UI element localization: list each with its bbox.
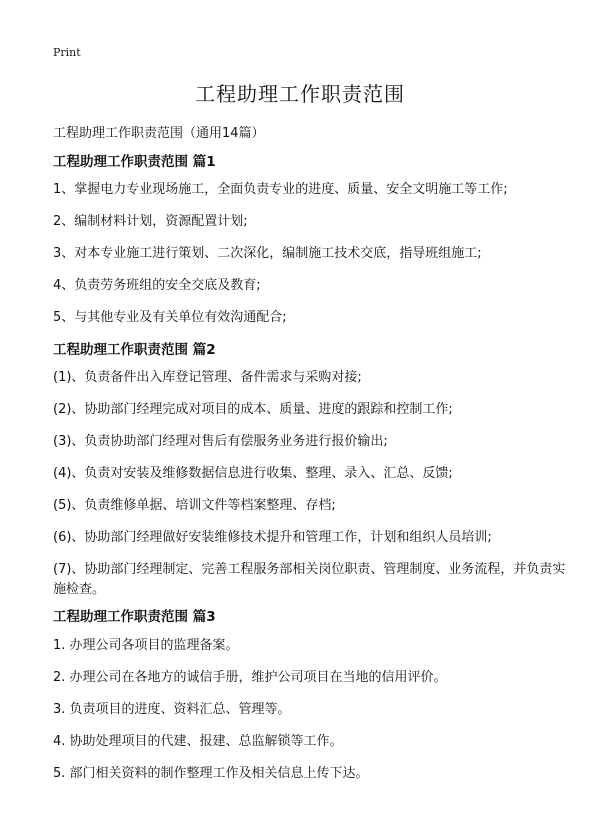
list-item: (1)、负责备件出入库登记管理、备件需求与采购对接;	[53, 370, 362, 385]
section-1	[53, 150, 553, 170]
section-2	[53, 338, 553, 358]
list-item: 2、编制材料计划，资源配置计划;	[53, 214, 248, 229]
list-item: (5)、负责维修单据、培训文件等档案整理、存档;	[53, 498, 336, 513]
section-heading: 工程助理工作职责范围 篇3	[53, 609, 216, 625]
document-subtitle: 工程助理工作职责范围（通用14篇）	[53, 126, 265, 141]
print-link[interactable]: Print	[53, 46, 81, 59]
list-item: 5. 部门相关资料的制作整理工作及相关信息上传下达。	[53, 766, 369, 781]
list-item: (4)、负责对安装及维修数据信息进行收集、整理、录入、汇总、反馈;	[53, 466, 453, 481]
list-item: 3. 负责项目的进度、资料汇总、管理等。	[53, 702, 291, 717]
list-item: (2)、协助部门经理完成对项目的成本、质量、进度的跟踪和控制工作;	[53, 402, 453, 417]
section-heading: 工程助理工作职责范围 篇1	[53, 154, 216, 170]
section-heading: 工程助理工作职责范围 篇2	[53, 342, 216, 358]
list-item: 4. 协助处理项目的代建、报建、总监解锁等工作。	[53, 734, 343, 749]
list-item: (3)、负责协助部门经理对售后有偿服务业务进行报价输出;	[53, 434, 388, 449]
list-item: (6)、协助部门经理做好安装维修技术提升和管理工作，计划和组织人员培训;	[53, 530, 492, 545]
list-item: 3、对本专业施工进行策划、二次深化，编制施工技术交底，指导班组施工;	[53, 246, 482, 261]
list-item: (7)、协助部门经理制定、完善工程服务部相关岗位职责、管理制度、业务流程，并负责实施检查。	[53, 562, 566, 597]
list-item: 1. 办理公司各项目的监理备案。	[53, 638, 239, 653]
list-item: 1、掌握电力专业现场施工，全面负责专业的进度、质量、安全文明施工等工作;	[53, 182, 508, 197]
document-title: 工程助理工作职责范围	[195, 82, 405, 106]
list-item: 2. 办理公司在各地方的诚信手册，维护公司项目在当地的信用评价。	[53, 670, 447, 685]
list-item: 4、负责劳务班组的安全交底及教育;	[53, 278, 261, 293]
section-3	[53, 605, 553, 625]
list-item: 5、与其他专业及有关单位有效沟通配合;	[53, 310, 287, 325]
